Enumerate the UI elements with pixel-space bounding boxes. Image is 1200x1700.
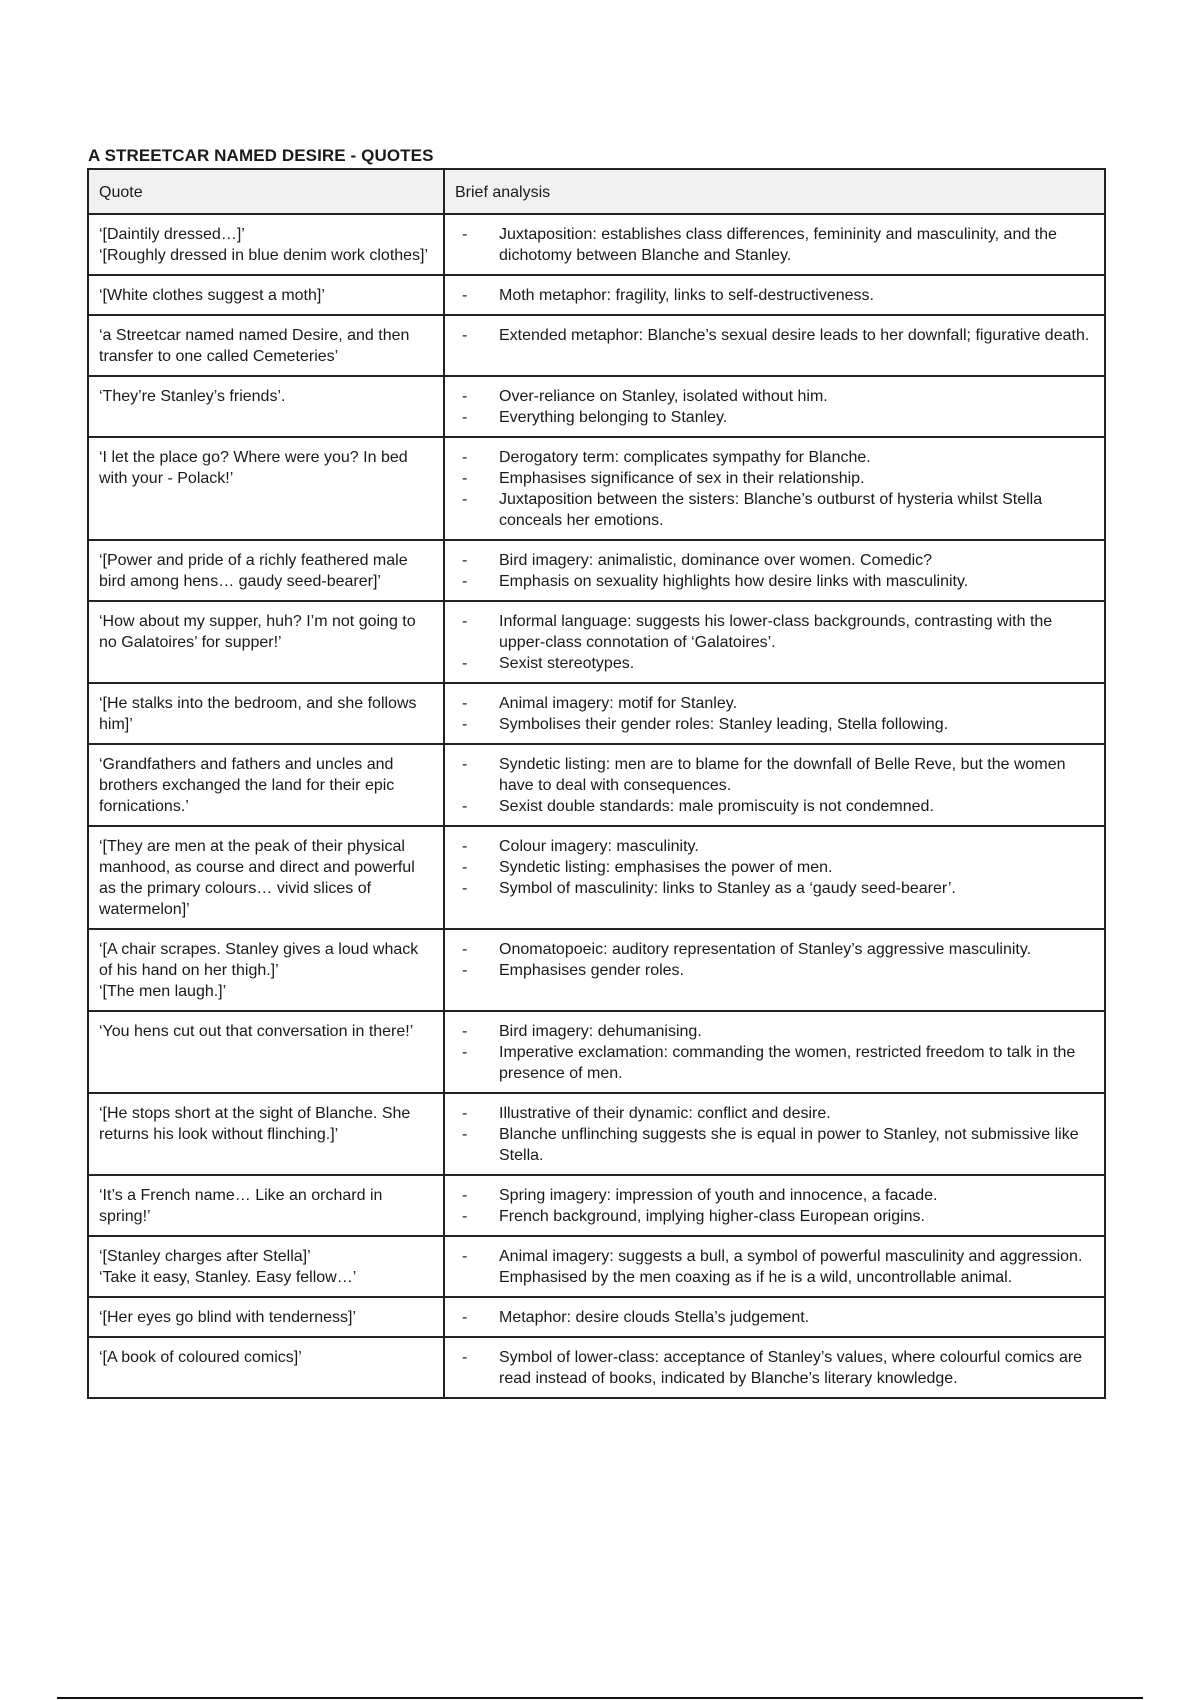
analysis-cell (444, 315, 1105, 376)
table-row (88, 376, 1105, 437)
analysis-point: - Sexist double standards: male promiscuity is not condemned. (455, 796, 1096, 817)
analysis-point: - Syndetic listing: emphasises the power of men. (455, 857, 1096, 878)
table-row (88, 1011, 1105, 1093)
table-header (88, 169, 1105, 214)
quote-cell (88, 275, 444, 315)
analysis-point: - Emphasis on sexuality highlights how desire links with masculinity. (455, 571, 1096, 592)
table-row (88, 1093, 1105, 1175)
analysis-list (455, 1185, 1096, 1227)
quote-cell (88, 1011, 444, 1093)
analysis-cell (444, 683, 1105, 744)
table-row (88, 1297, 1105, 1337)
analysis-list (455, 1103, 1096, 1166)
analysis-point: - Emphasises gender roles. (455, 960, 1096, 981)
analysis-point: - Syndetic listing: men are to blame for the downfall of Belle Reve, but the women have to deal with consequences. (455, 754, 1096, 796)
quote-text: ‘[The men laugh.]’ (99, 983, 227, 1000)
quote-text: ‘[White clothes suggest a moth]’ (99, 287, 325, 304)
analysis-point: - Emphasises significance of sex in their relationship. (455, 468, 1096, 489)
analysis-cell (444, 1011, 1105, 1093)
quote-text: ‘It’s a French name… Like an orchard in spring!’ (99, 1187, 383, 1225)
table-row (88, 1175, 1105, 1236)
analysis-point: - Everything belonging to Stanley. (455, 407, 1096, 428)
quote-text: ‘[Stanley charges after Stella]’ (99, 1248, 311, 1265)
quote-cell (88, 437, 444, 540)
analysis-cell (444, 601, 1105, 683)
analysis-point: - Blanche unflinching suggests she is equal in power to Stanley, not submissive like Stella. (455, 1124, 1096, 1166)
quote-text: ‘[A chair scrapes. Stanley gives a loud whack of his hand on her thigh.]’ (99, 941, 419, 979)
quote-cell (88, 1093, 444, 1175)
analysis-list (455, 325, 1096, 346)
footer-divider (57, 1697, 1143, 1699)
quote-cell (88, 315, 444, 376)
quote-cell (88, 929, 444, 1011)
quote-cell (88, 1337, 444, 1398)
table-row (88, 437, 1105, 540)
analysis-point: - Symbol of lower-class: acceptance of Stanley’s values, where colourful comics are read instead of books, indicated by Blanche’s literary knowledge. (455, 1347, 1096, 1389)
quotes-table (87, 168, 1106, 1399)
analysis-list (455, 939, 1096, 981)
analysis-point: - Juxtaposition: establishes class differences, femininity and masculinity, and the dichotomy between Blanche and Stanley. (455, 224, 1096, 266)
quote-cell (88, 1236, 444, 1297)
analysis-point: - Animal imagery: suggests a bull, a symbol of powerful masculinity and aggression. Emphasised by the men coaxing as if he is a wild, uncontrollable animal. (455, 1246, 1096, 1288)
analysis-list (455, 754, 1096, 817)
analysis-point: - Illustrative of their dynamic: conflict and desire. (455, 1103, 1096, 1124)
analysis-point: - Onomatopoeic: auditory representation of Stanley’s aggressive masculinity. (455, 939, 1096, 960)
analysis-point: - Spring imagery: impression of youth and innocence, a facade. (455, 1185, 1096, 1206)
quote-cell (88, 744, 444, 826)
quote-text: ‘a Streetcar named named Desire, and then transfer to one called Cemeteries’ (99, 327, 410, 365)
quote-text: ‘Take it easy, Stanley. Easy fellow…’ (99, 1269, 357, 1286)
analysis-point: - Bird imagery: animalistic, dominance over women. Comedic? (455, 550, 1096, 571)
column-header-quote: Quote (88, 169, 444, 214)
quote-cell (88, 826, 444, 929)
quote-cell (88, 376, 444, 437)
table-row (88, 744, 1105, 826)
analysis-list (455, 386, 1096, 428)
table-row (88, 315, 1105, 376)
quote-text: ‘[He stops short at the sight of Blanche. She returns his look without flinching.]’ (99, 1105, 411, 1143)
table-body (88, 214, 1105, 1398)
quote-text: ‘I let the place go? Where were you? In bed with your - Polack!’ (99, 449, 408, 487)
quote-cell (88, 601, 444, 683)
quote-text: ‘[A book of coloured comics]’ (99, 1349, 302, 1366)
column-header-analysis: Brief analysis (444, 169, 1105, 214)
analysis-cell (444, 1337, 1105, 1398)
quote-text: ‘[Her eyes go blind with tenderness]’ (99, 1309, 357, 1326)
quote-cell (88, 540, 444, 601)
analysis-point: - French background, implying higher-class European origins. (455, 1206, 1096, 1227)
quote-text: ‘[Daintily dressed…]’ (99, 226, 245, 243)
analysis-cell (444, 1236, 1105, 1297)
analysis-cell (444, 437, 1105, 540)
table-row (88, 1337, 1105, 1398)
analysis-cell (444, 376, 1105, 437)
table-row (88, 929, 1105, 1011)
analysis-point: - Imperative exclamation: commanding the women, restricted freedom to talk in the presence of men. (455, 1042, 1096, 1084)
analysis-point: - Moth metaphor: fragility, links to self-destructiveness. (455, 285, 1096, 306)
analysis-cell (444, 1297, 1105, 1337)
analysis-cell (444, 1175, 1105, 1236)
analysis-list (455, 285, 1096, 306)
table-row (88, 1236, 1105, 1297)
quote-text: ‘[He stalks into the bedroom, and she follows him]’ (99, 695, 417, 733)
analysis-list (455, 611, 1096, 674)
quote-text: ‘They’re Stanley’s friends’. (99, 388, 286, 405)
table-header-row (88, 169, 1105, 214)
analysis-point: - Sexist stereotypes. (455, 653, 1096, 674)
table-row (88, 826, 1105, 929)
analysis-list (455, 1307, 1096, 1328)
analysis-list (455, 1347, 1096, 1389)
quote-text: ‘Grandfathers and fathers and uncles and brothers exchanged the land for their epic fornications.’ (99, 756, 395, 815)
analysis-list (455, 550, 1096, 592)
analysis-point: - Juxtaposition between the sisters: Blanche’s outburst of hysteria whilst Stella conceals her emotions. (455, 489, 1096, 531)
quote-text: ‘[Roughly dressed in blue denim work clothes]’ (99, 247, 429, 264)
quote-text: ‘[Power and pride of a richly feathered male bird among hens… gaudy seed-bearer]’ (99, 552, 408, 590)
analysis-point: - Colour imagery: masculinity. (455, 836, 1096, 857)
analysis-cell (444, 540, 1105, 601)
analysis-list (455, 224, 1096, 266)
table-row (88, 540, 1105, 601)
analysis-point: - Derogatory term: complicates sympathy for Blanche. (455, 447, 1096, 468)
quote-text: ‘[They are men at the peak of their physical manhood, as course and direct and powerful as the primary colours… vivid slices of watermelon]’ (99, 838, 415, 918)
analysis-point: - Animal imagery: motif for Stanley. (455, 693, 1096, 714)
quote-cell (88, 214, 444, 275)
quote-cell (88, 1297, 444, 1337)
quote-cell (88, 683, 444, 744)
analysis-point: - Bird imagery: dehumanising. (455, 1021, 1096, 1042)
analysis-list (455, 1246, 1096, 1288)
analysis-cell (444, 275, 1105, 315)
analysis-list (455, 1021, 1096, 1084)
analysis-list (455, 447, 1096, 531)
analysis-point: - Symbol of masculinity: links to Stanley as a ‘gaudy seed-bearer’. (455, 878, 1096, 899)
table-row (88, 601, 1105, 683)
analysis-point: - Over-reliance on Stanley, isolated without him. (455, 386, 1096, 407)
table-row (88, 275, 1105, 315)
analysis-point: - Symbolises their gender roles: Stanley leading, Stella following. (455, 714, 1096, 735)
analysis-point: - Informal language: suggests his lower-class backgrounds, contrasting with the upper-class connotation of ‘Galatoires’. (455, 611, 1096, 653)
analysis-cell (444, 744, 1105, 826)
analysis-cell (444, 214, 1105, 275)
analysis-point: - Extended metaphor: Blanche’s sexual desire leads to her downfall; figurative death. (455, 325, 1096, 346)
analysis-cell (444, 1093, 1105, 1175)
analysis-point: - Metaphor: desire clouds Stella’s judgement. (455, 1307, 1096, 1328)
analysis-cell (444, 929, 1105, 1011)
analysis-list (455, 836, 1096, 899)
table-row (88, 683, 1105, 744)
quote-text: ‘How about my supper, huh? I’m not going to no Galatoires’ for supper!’ (99, 613, 416, 651)
analysis-list (455, 693, 1096, 735)
table-row (88, 214, 1105, 275)
document-title: A STREETCAR NAMED DESIRE - QUOTES (88, 146, 434, 165)
analysis-cell (444, 826, 1105, 929)
quote-text: ‘You hens cut out that conversation in there!’ (99, 1023, 414, 1040)
quote-cell (88, 1175, 444, 1236)
